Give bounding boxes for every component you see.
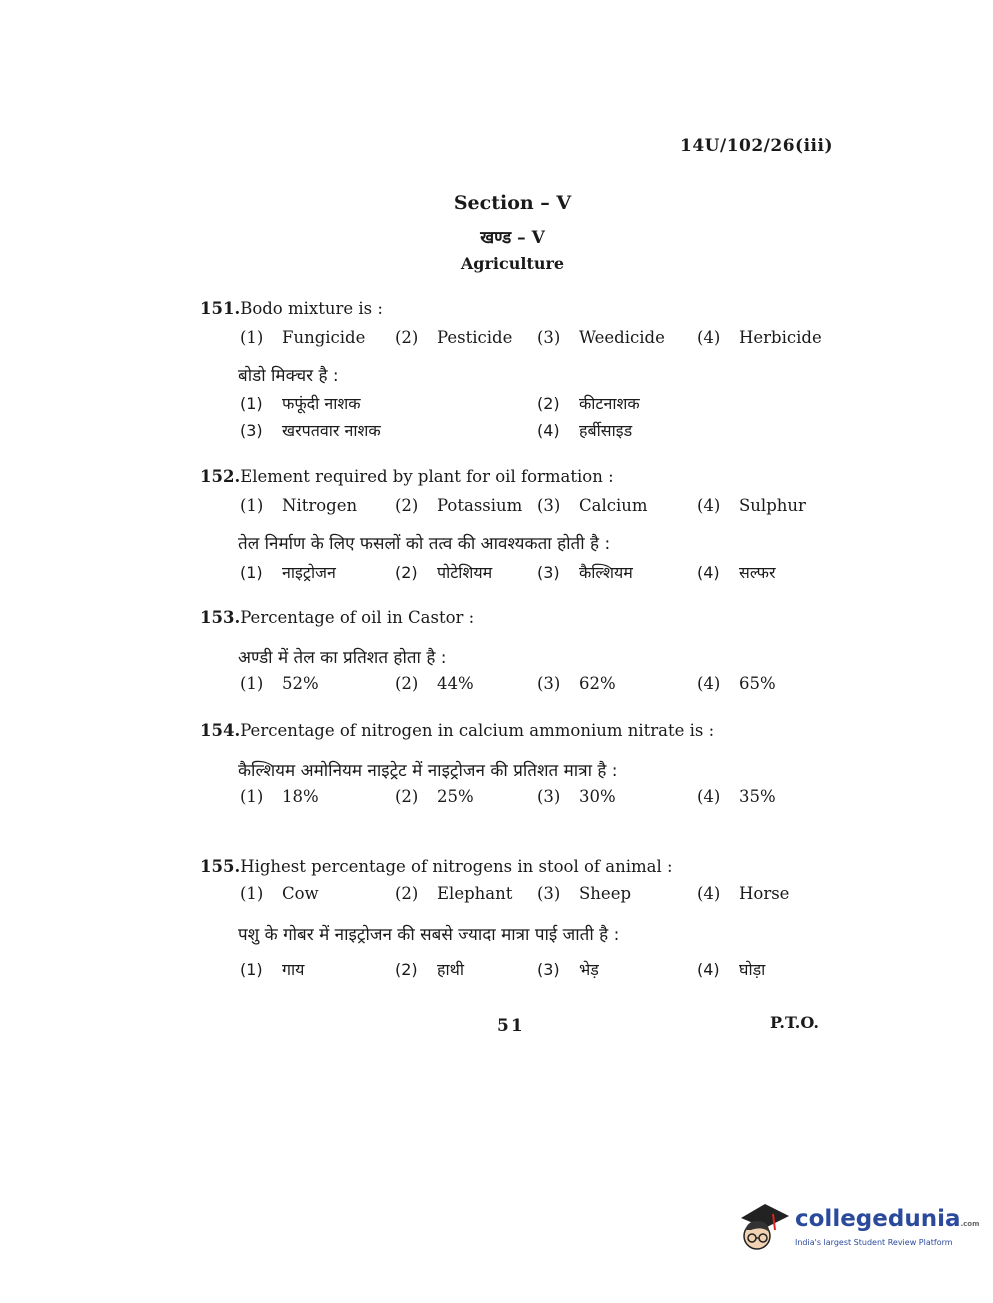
options-155-hi (240, 958, 840, 980)
collegedunia-watermark (735, 1196, 980, 1258)
option-2: (2) Elephant (395, 884, 513, 903)
question-151 (200, 299, 383, 318)
option-1: (1) 52% (240, 674, 319, 693)
question-number: 154. (200, 721, 241, 740)
option-4: (4) Sulphur (697, 496, 806, 515)
option-4: (4) हर्बीसाइड (537, 421, 633, 440)
option-3: (3) 30% (537, 787, 616, 806)
option-3: (3) Sheep (537, 884, 632, 903)
option-3: (3) खरपतवार नाशक (240, 421, 381, 440)
option-1: (1) Cow (240, 884, 319, 903)
question-text-hi: अण्डी में तेल का प्रतिशत होता है : (238, 648, 447, 668)
option-1: (1) फफूंदी नाशक (240, 394, 361, 413)
section-title-english: Section – V (453, 192, 572, 214)
question-152 (200, 467, 614, 486)
option-3: (3) 62% (537, 674, 616, 693)
question-text-en: Element required by plant for oil formation : (240, 467, 614, 486)
question-text-en: Bodo mixture is : (240, 299, 383, 318)
question-text-hi: बोडो मिक्चर है : (238, 366, 339, 386)
option-1: (1) Fungicide (240, 328, 366, 347)
options-152-hi (240, 561, 840, 583)
question-text-en: Highest percentage of nitrogens in stool of animal : (240, 857, 673, 876)
options-151-en (240, 328, 840, 350)
option-2: (2) कीटनाशक (537, 394, 640, 413)
options-153 (240, 674, 840, 696)
question-text-hi: कैल्शियम अमोनियम नाइट्रेट में नाइट्रोजन की प्रतिशत मात्रा है : (238, 761, 618, 781)
question-number: 152. (200, 467, 241, 486)
options-151-hi-row1 (240, 392, 740, 414)
option-1: (1) नाइट्रोजन (240, 563, 336, 582)
options-152-en (240, 496, 840, 518)
option-4: (4) Horse (697, 884, 790, 903)
question-154 (200, 721, 714, 740)
option-4: (4) Herbicide (697, 328, 822, 347)
options-154 (240, 787, 840, 809)
option-1: (1) 18% (240, 787, 319, 806)
paper-code: 14U/102/26(iii) (680, 136, 834, 156)
brand-name: collegedunia (795, 1206, 961, 1232)
option-4: (4) घोड़ा (697, 960, 766, 979)
option-2: (2) पोटेशियम (395, 563, 493, 582)
question-155 (200, 857, 673, 876)
question-153 (200, 608, 474, 627)
subject-title: Agriculture (460, 254, 565, 273)
option-2: (2) 44% (395, 674, 474, 693)
option-3: (3) Calcium (537, 496, 648, 515)
option-1: (1) गाय (240, 960, 305, 979)
question-text-hi: पशु के गोबर में नाइट्रोजन की सबसे ज्यादा मात्रा पाई जाती है : (238, 925, 620, 945)
option-4: (4) 65% (697, 674, 776, 693)
option-3: (3) भेड़ (537, 960, 599, 979)
question-text-en: Percentage of oil in Castor : (240, 608, 475, 627)
option-4: (4) सल्फर (697, 563, 776, 582)
section-title-hindi: खण्ड – V (480, 228, 545, 248)
brand-suffix: .com (960, 1220, 980, 1228)
question-number: 153. (200, 608, 241, 627)
option-2: (2) 25% (395, 787, 474, 806)
option-4: (4) 35% (697, 787, 776, 806)
options-155-en (240, 884, 840, 906)
option-2: (2) Pesticide (395, 328, 513, 347)
option-1: (1) Nitrogen (240, 496, 358, 515)
mascot-icon (735, 1196, 793, 1258)
option-2: (2) Potassium (395, 496, 523, 515)
option-3: (3) कैल्शियम (537, 563, 633, 582)
question-text-en: Percentage of nitrogen in calcium ammonium nitrate is : (240, 721, 715, 740)
pto-label: P.T.O. (770, 1013, 819, 1032)
question-text-hi: तेल निर्माण के लिए फसलों को तत्व की आवश्यकता होती है : (238, 534, 611, 554)
option-2: (2) हाथी (395, 960, 465, 979)
question-number: 151. (200, 299, 241, 318)
brand-tagline: India's largest Student Review Platform (795, 1238, 953, 1247)
page-number: 51 (497, 1016, 525, 1036)
options-151-hi-row2 (240, 419, 740, 441)
question-number: 155. (200, 857, 241, 876)
option-3: (3) Weedicide (537, 328, 665, 347)
